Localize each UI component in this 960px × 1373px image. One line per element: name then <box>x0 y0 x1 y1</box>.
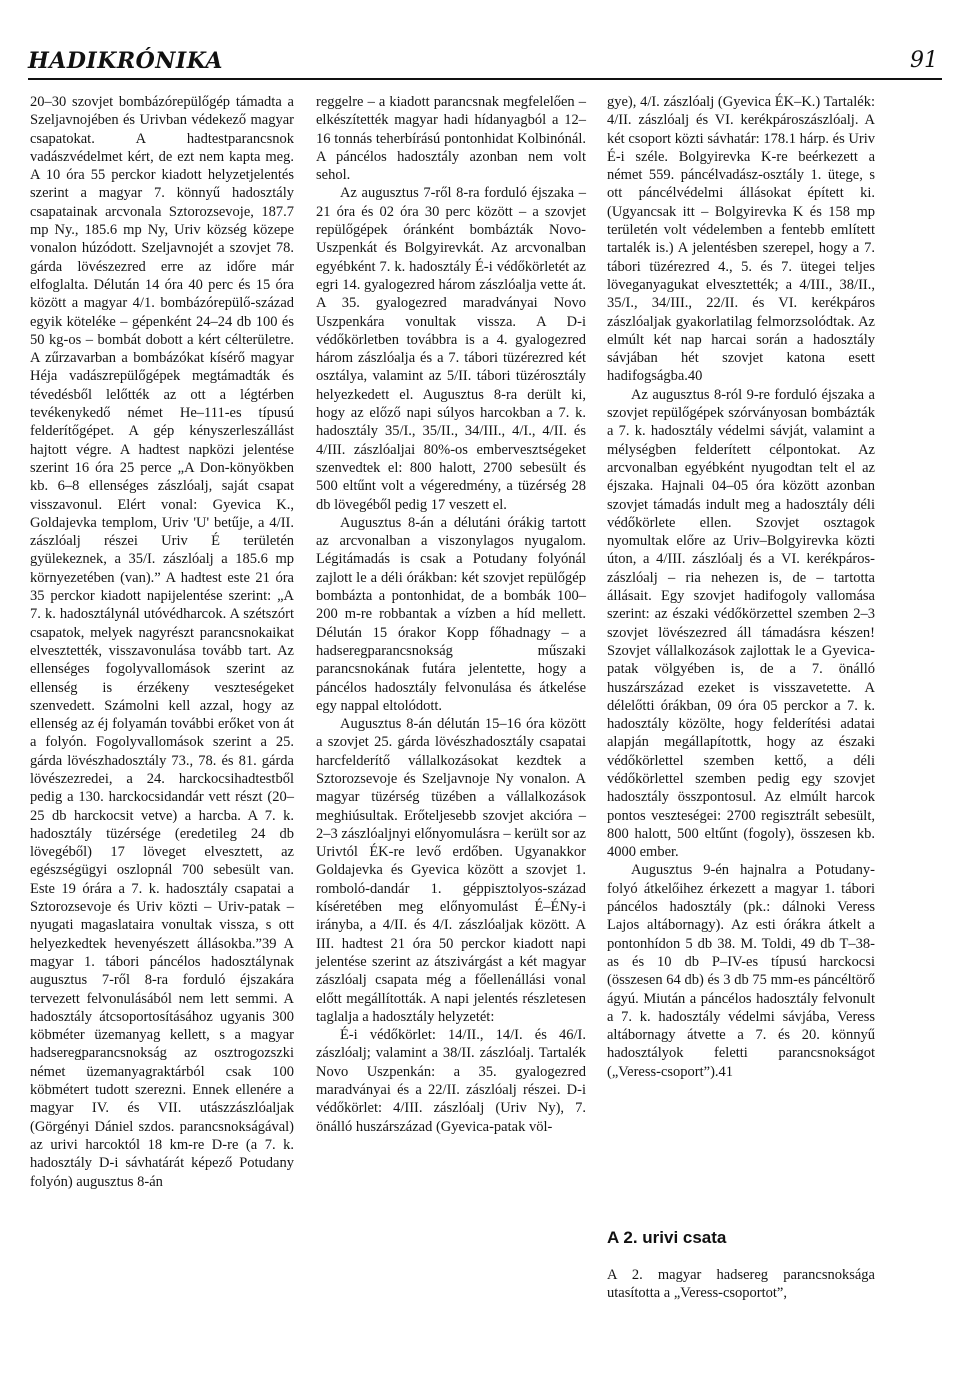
text-column-3-continued <box>607 1266 875 1303</box>
page-number: 91 <box>910 48 938 73</box>
section-heading: A 2. urivi csata <box>607 1228 727 1247</box>
text-column-1 <box>30 93 294 1191</box>
paragraph: Augusztus 8-án a délutáni órákig tartott az arcvonalban a viszonylagos nyugalom. Légitámadás is csak a Potudany folyónál zajlott le a déli órákban: két szovjet repülőgép bombázta a pontonhidat, de a bombák 100–200 m-re robbantak a vízben a híd mellett. Délután 15 órakor Kopp főhadnagy – a hadseregparancsnokság műszaki parancsnokának futára jelentette, hogy a páncélos hadosztály felvonulása és átkelése egy nappal eltolódott. <box>316 514 586 714</box>
paragraph: 20–30 szovjet bombázórepülőgép támadta a Szeljavnojében és Urivban védekező magyar csapatokat. A hadtestparancsnok vadászvédelmet kért, de ezt nem kapta meg. A 10 óra 55 perckor kiadott helyzetjelentés szerint a magyar 7. könnyű hadosztály csapatainak arcvonala Sztorozsevoje, 187.7 mp Ny., 185.6 mp Ny, Uriv község közepe vonalon húzódott. Szeljavnojét a szovjet 78. gárda lövészezred erre az időre már elfoglalta. Délután 14 óra 40 perc és 15 óra között a magyar 4/1. bombázórepülő-század egyik köteléke – gépenként 24–24 db 100 és 50 kg-os – bombát dobott a kért célterületre. A zűrzavarban a bombázókat kísérő magyar Héja vadászrepülőgépek megtámadták és tévedésből lelőtték az ott a légtérben tevékenykedő német He–111-es típusú felderítőgépet. A gép kényszerleszállást hajtott végre. A hadtest napközi jelentése szerint 16 óra 25 perce „A Don-könyökben kb. 6–8 ellenséges zászlóalj, saját csapat visszavonul. Elért vonal: Gyevica K., Goldajevka templom, Uriv 'U' betűje, a 4/II. zászlóalj részei Uriv É területén gyülekeznek, a 35/I. zászlóalj a 185.6 mp környezetében (van).” A hadtest este 21 óra 35 perckor kiadott napijelentése szerint: „A 7. k. hadosztálynál utóvédharcok. A szétszórt csapatok, melyek nagyrészt parancsnokaikat elvesztették, visszavonulása tovább tart. Az ellenséges fogolyvallomások szerint az ellenség is érzékeny veszteségeket szenvedett. Számolni kell azzal, hogy az ellenség az éj folyamán további erőket von át a folyón. Fogolyvallomások szerint a 25. gárda lövészhadosztály 73., 78. és 81. gárda lövészezredei, a 24. harckocsihadtestből pedig a 130. harckocsidandár vett részt (20–25 db harckocsit vetve) a harcba. A 7. k. hadosztály tüzérsége (eredetileg 24 db lövegéből) 17 löveget elvesztett, az egészségügyi oszlopnál 700 sebesült van. Este 19 órára a 7. k. hadosztály csapatai a Sztorozsevoje és Uriv közti – Uriv-patak – nyugati magaslataira vonultak vissza, s ott helyezkedtek hevenyészett állásokba.”39 A magyar 1. tábori páncélos hadosztálynak augusztus 7-ről 8-ra forduló éjszakára tervezett felvonulásából nem lett semmi. A hadosztály átcsoportosításához ugyanis 300 köbméter üzemanyag kellett, s a magyar hadseregparancsnokság az osztrogozszki német üzemanyagraktárból csak 100 köbmétert tudott szerezni. Ennek ellenére a magyar IV. és VII. utászzászlóaljak (Görgényi Dániel szdos. parancsnokságával) az urivi harcoktól 18 km-re D-re (a 7. k. hadosztály D-i sávhatárát képező Potudany folyón) augusztus 8-án <box>30 94 294 1190</box>
text-column-2 <box>316 93 586 1136</box>
paragraph: Az augusztus 8-ról 9-re forduló éjszaka a szovjet repülőgépek szórványosan bombázták a 7. k. hadosztály védelmi sávját, valamint a mélységben felderített célpontokat. Az arcvonalban egyébként nyugodtan telt el az éjszaka. Hajnali 04–05 óra között azonban szovjet támadás indult meg a hadosztály déli védőkörlete ellen. Szovjet osztagok nyomultak előre az Uriv–Bolgyirevka közti úton, a 4/III. zászlóalj és a VI. kerékpáros-zászlóalj – ria nehezen is, de – tartotta állásait. Egy szovjet hadifogoly vallomása szerint: az északi védőkörzettel szemben 2–3 szovjet lövészezred áll támadásra készen! Szovjet vállalkozások zajlottak le a Gyevica-patak völgyében is, de a 7. önálló huszárszázad ezeket is visszavetette. A délelőtti órákban, 09 óra 05 perckor a 7. k. hadosztály közölte, hogy felderítési adatai alapján megállapítottk, hogy az északi védőkörlettel szemben kettő, a déli védőkörlettel szemben pedig egy szovjet hadosztály összpontosul. Az elmúlt harcok pontos veszteségei: 2700 regisztrált sebesült, 800 halott, 500 eltűnt (fogoly), összesen kb. 4000 ember. <box>607 386 875 861</box>
paragraph: Az augusztus 7-ről 8-ra forduló éjszaka – 21 óra és 02 óra 30 perc között – a szovjet repülőgépek óránként bombázták Novo-Uszpenkát és Bolgyirevkát. Az arcvonalban egyébként 7. k. hadosztály É-i védőkörletét az egri 14. gyalogezred három zászlóalja vette át. A 35. gyalogezred maradványai Novo Uszpenkára vonultak vissza. A D-i védőkörletben továbbra is a 4. gyalogezred három zászlóalja és a 7. tábori tüzérezred két osztálya, valamint az 5/II. tábori tüzérosztály helyezkedett el. Augusztus 8-ra derült ki, hogy az előző napi súlyos harcokban a 7. k. hadosztály 35/I., 35/II., 34/III., 4/I., 4/II. és 4/III. zászlóaljai 80%-os embervesztségeket szenvedtek el: 800 halott, 2700 sebesült és 500 eltűnt volt a végeredmény, a tüzérség 28 db lövegéből pedig 17 veszett el. <box>316 185 586 513</box>
paragraph: gye), 4/I. zászlóalj (Gyevica ÉK–K.) Tartalék: 4/II. zászlóalj és VI. kerékpároszászlóalj. A két csoport közti sávhatár: 178.1 hárp. és Uriv É-i széle. Bolgyirevka K-re beérkezett a német 559. páncélvadász-osztály 1. ütege, s ott páncélvédelmi állásokat épített ki. (Ugyancsak itt – Bolgyirevka K és 158 mp területén volt védelemben a fentebb említett tartalék is.) A jelentésben szerepel, hogy a 7. tábori tüzérezred 4., 5. és 7. ütegei teljes löveganyagukat elvesztették; a 4/III., 38/II., 35/I., 34/III., 22/II. és VI. kerékpáros zászlóaljak gyakorlatilag felmorzsolódtak. Az elmúlt két nap harcai során a hadosztály sávjában hét szovjet katona esett hadifogságba.40 <box>607 94 875 385</box>
text-column-3 <box>607 93 875 1081</box>
paragraph: A 2. magyar hadsereg parancsnoksága utasította a „Veress-csoportot”, <box>607 1267 875 1302</box>
paragraph: É-i védőkörlet: 14/II., 14/I. és 46/I. zászlóalj; valamint a 38/II. zászlóalj. Tartalék Novo Uszpenkán: a 35. gyalogezred maradványai és a 22/II. zászlóalj részei. D-i védőkörlet: 4/III. zászlóalj (Uriv Ny), 7. önálló huszárszázad (Gyevica-patak völ- <box>316 1027 586 1135</box>
running-header <box>28 48 940 76</box>
paragraph: reggelre – a kiadott parancsnak megfelelően – elkészítették magyar hadi hídanyagból a 12–16 tonnás teherbírású pontonhidat Kolbinónál. A páncélos hadosztály azonban nem volt sehol. <box>316 94 586 184</box>
journal-title: HADIKRÓNIKA <box>28 48 223 74</box>
header-divider <box>28 78 942 80</box>
paragraph: Augusztus 8-án délután 15–16 óra között a szovjet 25. gárda lövészhadosztály csapatai harcfelderítő vállalkozásokat kezdtek a Sztorozsevoje és Szeljavnoje Ny vonalon. A magyar tüzérség tüzében a vállalkozások meghiúsultak. Erőteljesebb szovjet akcióra – 2–3 zászlóaljnyi előnyomulásra – került sor az Urivtól ÉK-re levő erdőben. Ugyanakkor Goldajevka és Gyevica között a szovjet 1. romboló-dandár 1. géppisztolyos-század kíséretében meg előnyomulást É–ÉNy-i irányba, a 4/II. és 4/I. zászlóaljak között. A III. hadtest 21 óra 50 perckor kiadott napi jelentése szerint az átszivárgást a két magyar zászlóalj csapata még a főellenállási vonal előtt megállították. A napi jelentés részletesen taglalja a hadosztály helyzetét: <box>316 716 586 1025</box>
paragraph: Augusztus 9-én hajnalra a Potudany-folyó átkelőihez érkezett a magyar 1. tábori páncélos hadosztály (pk.: dálnoki Veress Lajos altábornagy). Az esti órákra átkelt a pontonhídon 5 db 38. M. Toldi, 49 db T–38-as és 10 db P–IV-es típusú harckocsi (összesen 64 db) és 3 db 75 mm-es páncéltörő ágyú. Miután a páncélos hadosztály felvonult a 7. k. hadosztály védelmi sávjába, Veress altábornagy átvette a 7. és 20. könnyű hadosztályok feletti parancsnokságot („Veress-csoport”).41 <box>607 862 875 1080</box>
